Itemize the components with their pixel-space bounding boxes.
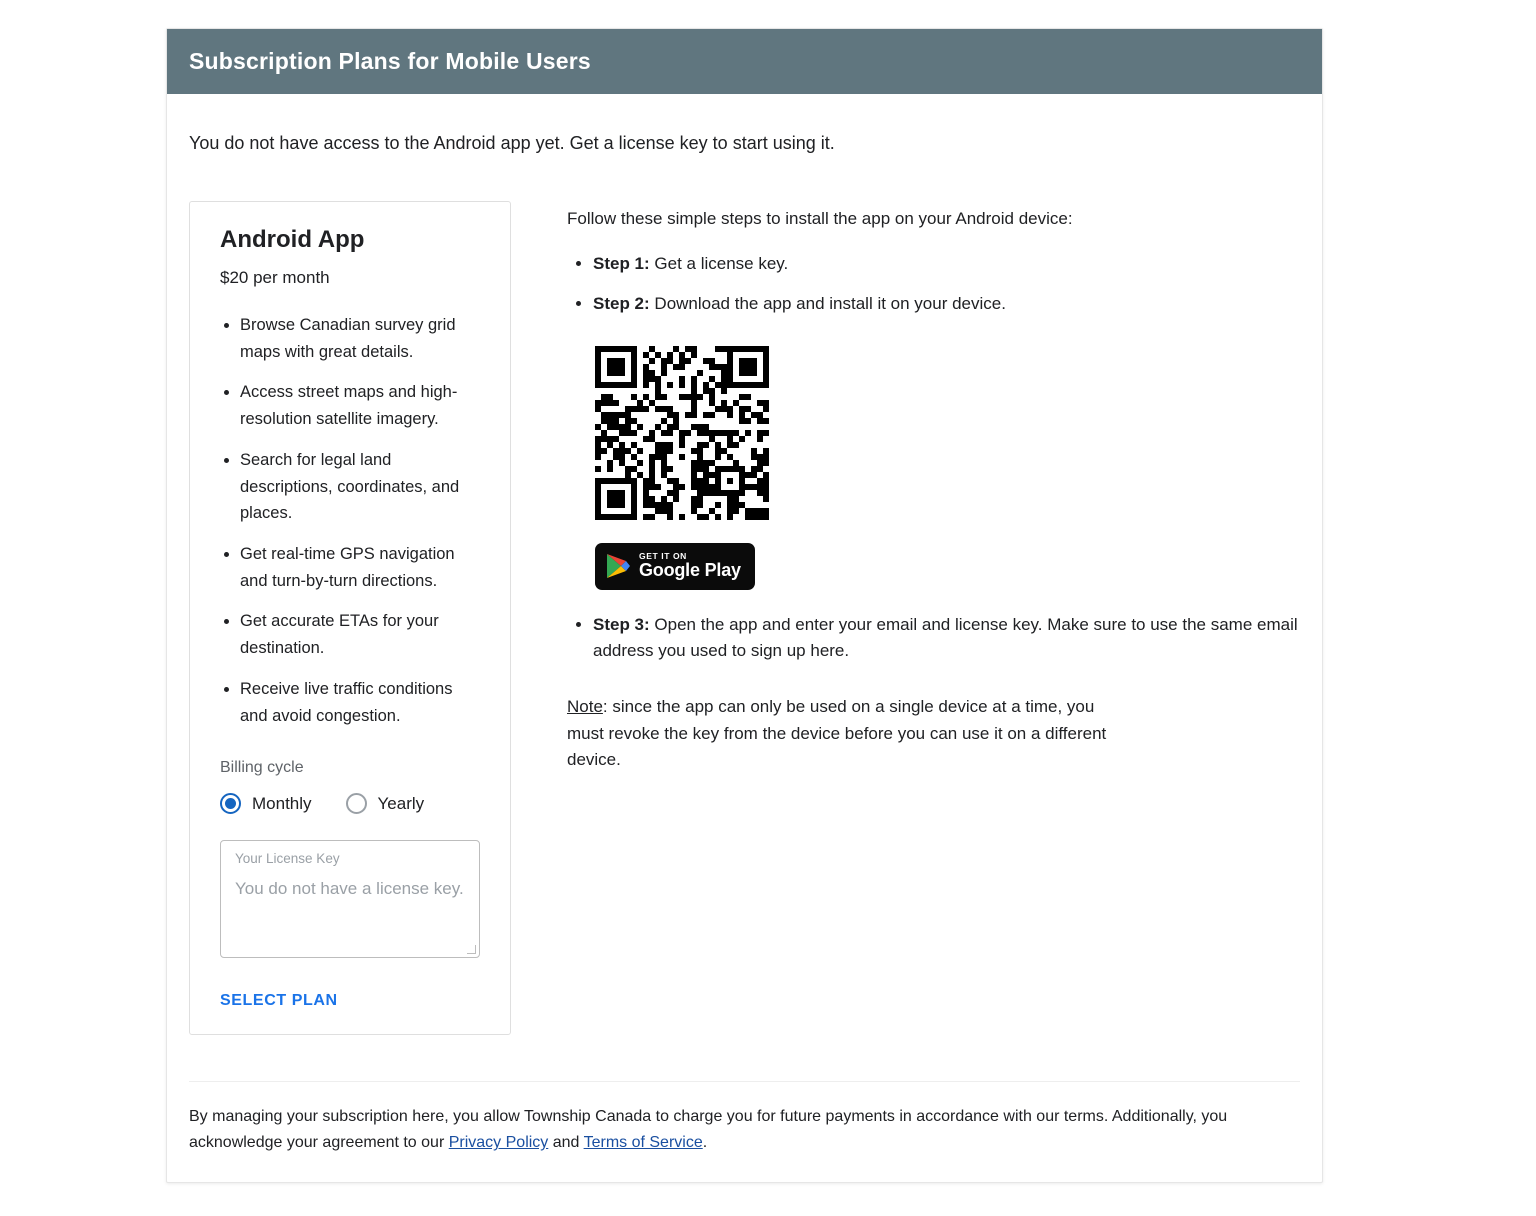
step-1-text: Get a license key. — [649, 254, 789, 273]
note-text: : since the app can only be used on a single device at a time, you must revoke the key from the device before you can use it on a different device. — [567, 697, 1107, 770]
resize-handle-icon[interactable] — [467, 945, 476, 954]
legal-footer — [189, 1081, 1300, 1182]
list-item: • Search for legal land descriptions, coordinates, and places. — [240, 447, 480, 527]
steps-list — [567, 251, 1300, 318]
radio-monthly-label: Monthly — [252, 793, 312, 813]
qr-code-icon[interactable] — [595, 346, 769, 520]
google-play-icon — [605, 552, 631, 580]
note-prefix: Note — [567, 697, 603, 717]
privacy-policy-link[interactable]: Privacy Policy — [448, 1134, 549, 1152]
google-play-big: Google Play — [639, 559, 741, 580]
step-1-label: Step 1: — [593, 254, 650, 273]
step-3-text: Open the app and enter your email and license key. Make sure to use the same email address you used to sign up here. — [593, 614, 1298, 661]
list-item-step-1 — [593, 251, 1300, 277]
billing-cycle-label: Billing cycle — [220, 759, 304, 777]
list-item: • Get accurate ETAs for your destination. — [240, 608, 480, 661]
install-steps-column — [511, 201, 1300, 790]
footer-period: . — [702, 1134, 708, 1152]
radio-selected-icon — [220, 793, 241, 814]
plan-price: $20 per month — [220, 268, 330, 287]
page-title: Subscription Plans for Mobile Users — [189, 48, 591, 74]
license-key-label: Your License Key — [235, 851, 340, 867]
radio-unselected-icon — [346, 793, 367, 814]
step-2-text: Download the app and install it on your device. — [649, 294, 1006, 314]
billing-cycle-group — [220, 793, 480, 814]
card-body — [167, 94, 1322, 1182]
footer-text: By managing your subscription here, you allow Township Canada to charge you for future payments in accordance with our terms. Additionally, you acknowledge your agreement to our — [189, 1108, 1228, 1152]
list-item: • Access street maps and high-resolution satellite imagery. — [240, 379, 480, 432]
single-device-note — [567, 694, 1107, 773]
google-play-badge-button[interactable] — [595, 543, 755, 590]
content-columns — [189, 201, 1300, 1035]
card-header — [167, 29, 1322, 94]
list-item-step-2 — [593, 291, 1300, 317]
radio-yearly-label: Yearly — [377, 793, 425, 813]
list-item: • Get real-time GPS navigation and turn-by-turn directions. — [240, 541, 480, 594]
plan-feature-list — [220, 312, 480, 729]
step-2-label: Step 2: — [593, 294, 650, 314]
step-3-label: Step 3: — [593, 614, 650, 634]
google-play-small: GET IT ON — [639, 550, 687, 561]
steps-intro: Follow these simple steps to install the app on your Android device: — [567, 209, 1073, 228]
list-item: • Browse Canadian survey grid maps with great details. — [240, 312, 480, 365]
plan-card-android — [189, 201, 511, 1035]
radio-yearly[interactable] — [346, 793, 425, 814]
list-item-step-3 — [593, 612, 1300, 665]
steps-list-continued — [567, 612, 1300, 665]
google-play-text — [639, 552, 741, 581]
radio-monthly[interactable] — [220, 793, 312, 814]
terms-of-service-link[interactable]: Terms of Service — [583, 1134, 703, 1152]
access-notice: You do not have access to the Android app yet. Get a license key to start using it. — [189, 133, 835, 153]
select-plan-button[interactable]: SELECT PLAN — [220, 992, 338, 1010]
license-key-field[interactable] — [220, 840, 480, 958]
plan-title: Android App — [220, 226, 365, 253]
license-key-value: You do not have a license key. — [235, 879, 464, 899]
subscription-card — [166, 28, 1323, 1183]
footer-and: and — [548, 1134, 584, 1152]
list-item: • Receive live traffic conditions and avoid congestion. — [240, 676, 480, 729]
